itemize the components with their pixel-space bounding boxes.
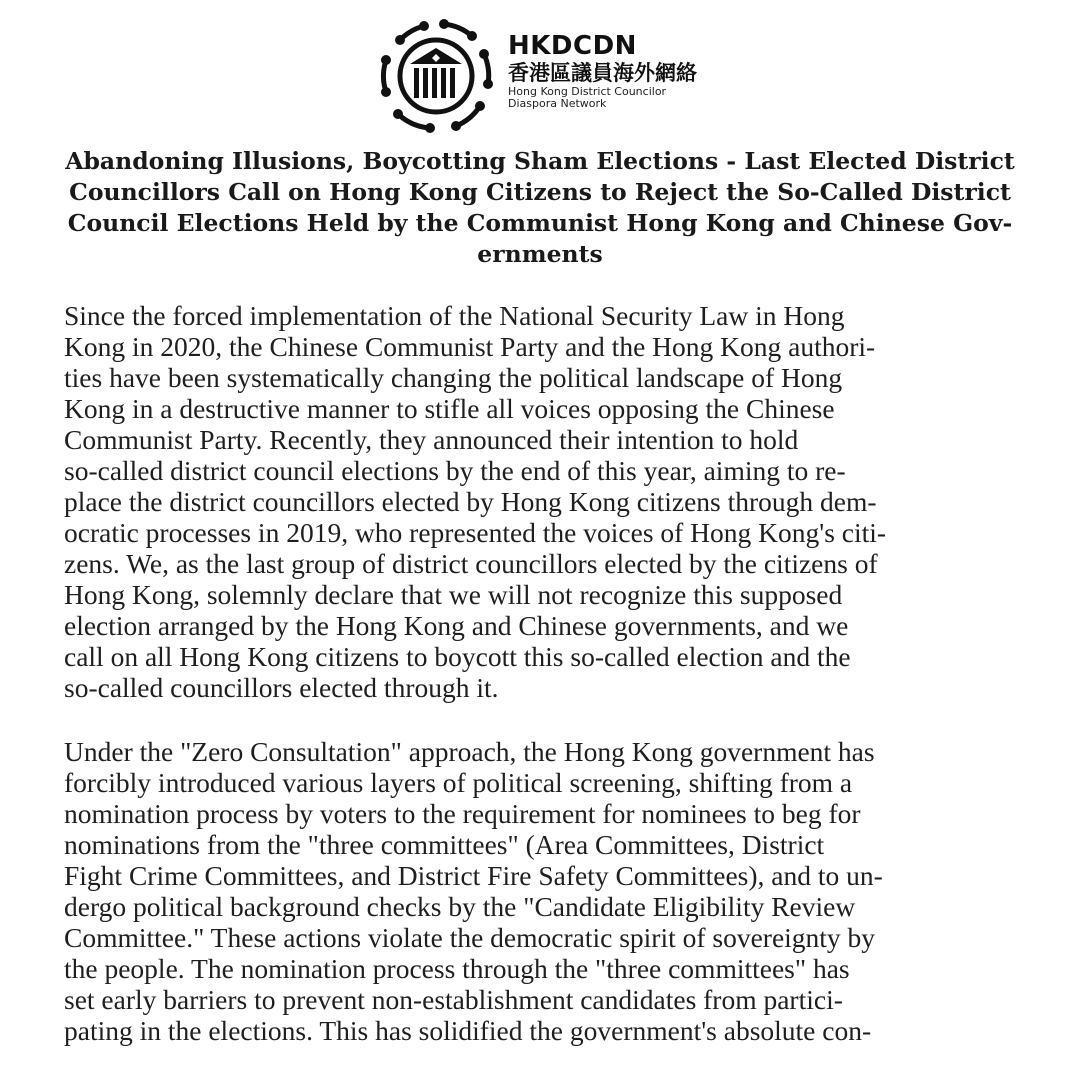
logo-chinese-name: 香港區議員海外網絡 xyxy=(508,61,697,85)
paragraph-line: forcibly introduced various layers of political screening, shifting from a xyxy=(64,767,853,798)
paragraph-line: ocratic processes in 2019, who represented the voices of Hong Kong's citi- xyxy=(64,517,887,548)
body-paragraph-1 xyxy=(64,300,886,703)
paragraph-line: Hong Kong, solemnly declare that we will not recognize this supposed xyxy=(64,579,843,610)
article-headline xyxy=(40,146,1040,270)
paragraph-line: nominations from the "three committees" (Area Committees, District xyxy=(64,829,825,860)
paragraph-line: Kong in 2020, the Chinese Communist Party and the Hong Kong authori- xyxy=(64,331,876,362)
logo-acronym: HKDCDN xyxy=(508,31,637,61)
paragraph-line: set early barriers to prevent non-establishment candidates from partici- xyxy=(64,984,843,1015)
paragraph-line: ties have been systematically changing the political landscape of Hong xyxy=(64,362,843,393)
paragraph-line: Kong in a destructive manner to stifle all voices opposing the Chinese xyxy=(64,393,835,424)
paragraph-line: nomination process by voters to the requirement for nominees to beg for xyxy=(64,798,861,829)
paragraph-line: place the district councillors elected by Hong Kong citizens through dem- xyxy=(64,486,877,517)
paragraph-line: Communist Party. Recently, they announced their intention to hold xyxy=(64,424,799,455)
paragraph-line: so-called councillors elected through it. xyxy=(64,672,499,703)
paragraph-line: so-called district council elections by the end of this year, aiming to re- xyxy=(64,455,846,486)
paragraph-line: the people. The nomination process through the "three committees" has xyxy=(64,953,850,984)
logo-english-name-line-2: Diaspora Network xyxy=(508,97,607,110)
paragraph-line: dergo political background checks by the "Candidate Eligibility Review xyxy=(64,891,856,922)
headline-line: Council Elections Held by the Communist Hong Kong and Chinese Gov- xyxy=(67,209,1013,237)
paragraph-line: Committee." These actions violate the democratic spirit of sovereignty by xyxy=(64,922,876,953)
logo-text xyxy=(508,32,697,110)
headline-line: Councillors Call on Hong Kong Citizens to Reject the So-Called District xyxy=(69,178,1011,206)
headline-line: ernments xyxy=(477,240,603,268)
paragraph-line: election arranged by the Hong Kong and Chinese governments, and we xyxy=(64,610,849,641)
body-paragraph-2 xyxy=(64,736,883,1046)
paragraph-line: Under the "Zero Consultation" approach, the Hong Kong government has xyxy=(64,736,875,767)
paragraph-line: pating in the elections. This has solidified the government's absolute con- xyxy=(64,1015,872,1046)
logo-english-name-line-1: Hong Kong District Councilor xyxy=(508,85,667,98)
paragraph-line: Since the forced implementation of the National Security Law in Hong xyxy=(64,300,845,331)
paragraph-line: call on all Hong Kong citizens to boycott this so-called election and the xyxy=(64,641,851,672)
paragraph-line: Fight Crime Committees, and District Fire Safety Committees), and to un- xyxy=(64,860,883,891)
headline-line: Abandoning Illusions, Boycotting Sham Elections - Last Elected District xyxy=(65,147,1015,175)
organization-logo xyxy=(372,14,712,136)
paragraph-line: zens. We, as the last group of district councillors elected by the citizens of xyxy=(64,548,878,579)
greek-pillars-building-circle-icon xyxy=(372,14,500,136)
